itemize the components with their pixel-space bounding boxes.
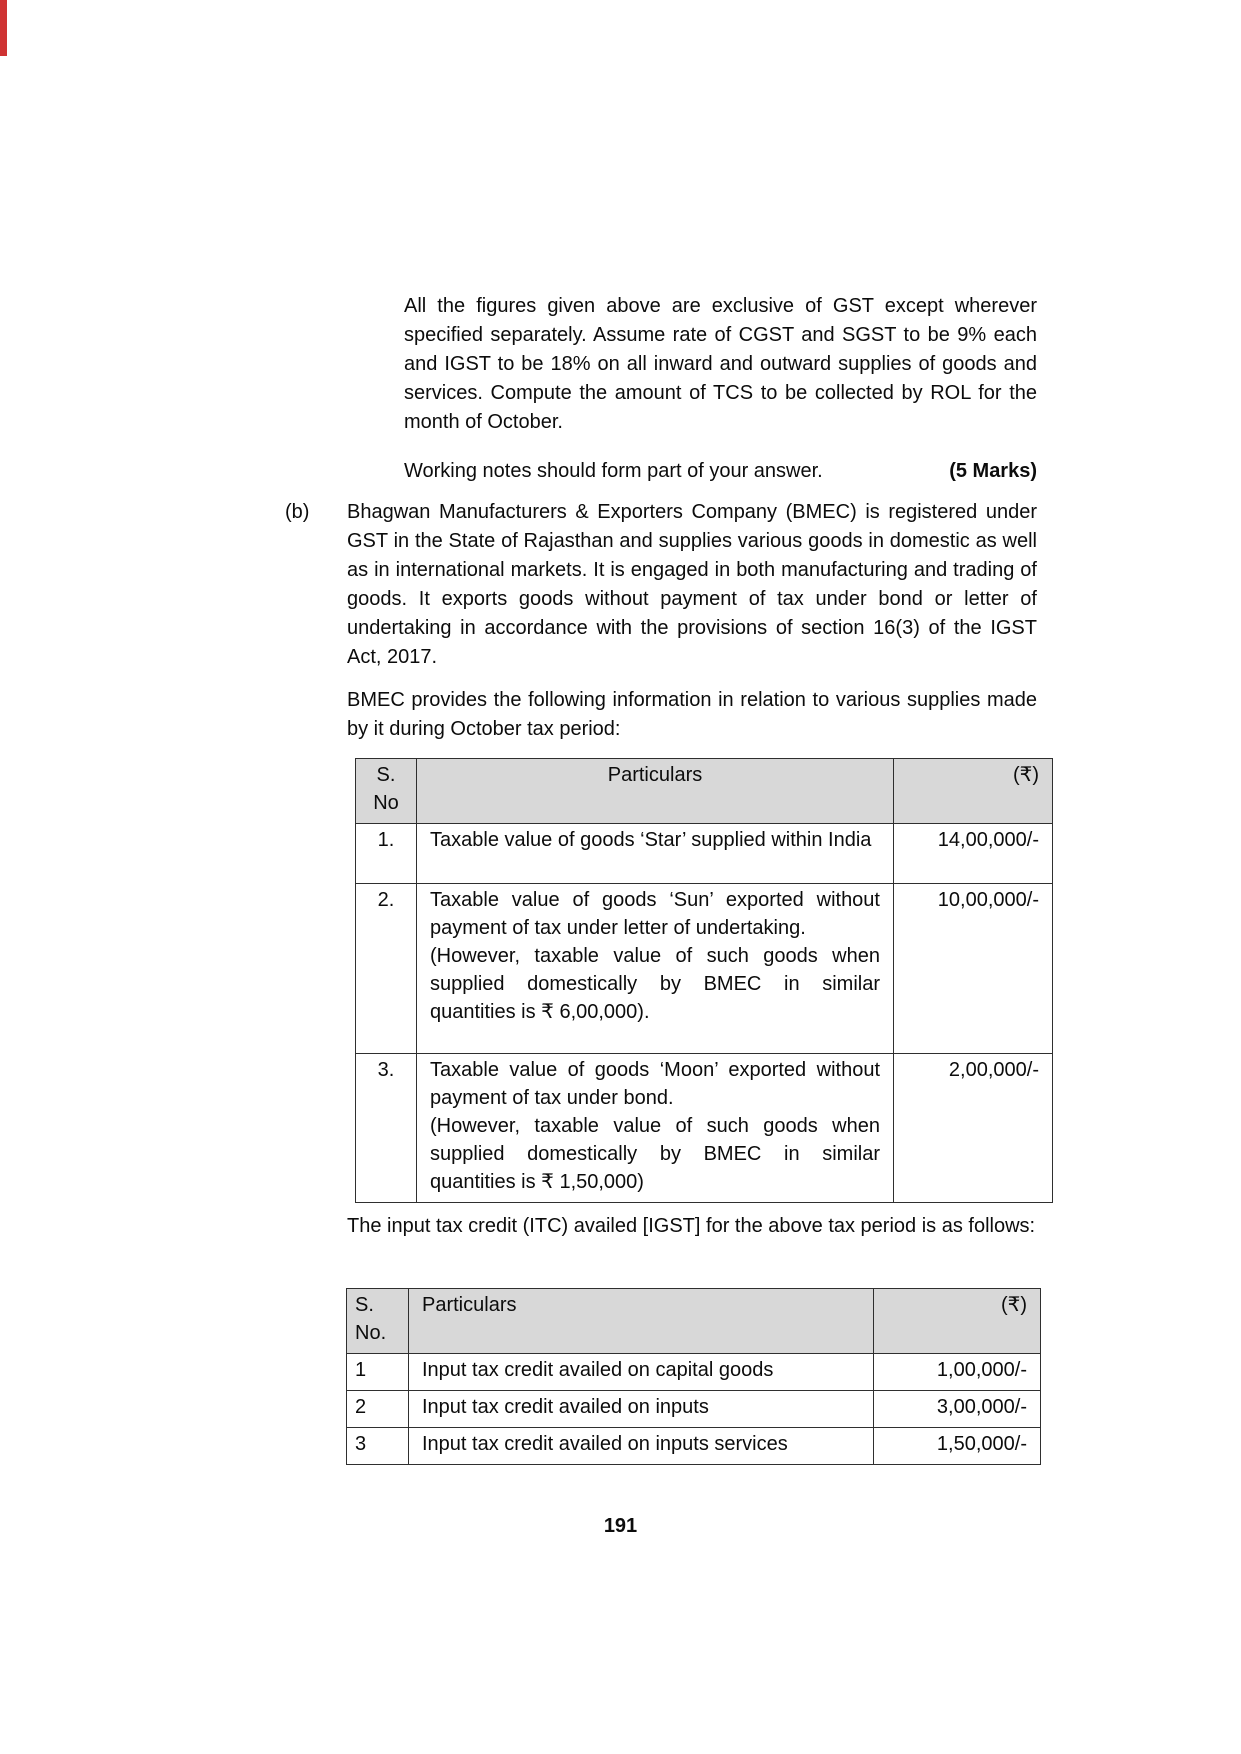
sno-header-line2: No. — [355, 1322, 387, 1344]
question-b-block — [285, 498, 1037, 744]
sno-header-cell — [356, 759, 417, 824]
working-notes-line — [404, 457, 1037, 486]
question-b-supplies-intro: BMEC provides the following information in relation to various supplies made by it during October tax period: — [347, 689, 1037, 740]
amount-header-cell: (₹) — [874, 1289, 1041, 1354]
amount-cell: 14,00,000/- — [894, 824, 1053, 884]
supplies-table-header-row — [356, 759, 1053, 824]
marks-label: (5 Marks) — [949, 460, 1037, 482]
amount-cell: 1,00,000/- — [874, 1354, 1041, 1391]
working-notes-text: Working notes should form part of your answer. — [404, 460, 823, 482]
sno-header-line1: S. — [355, 1294, 374, 1316]
question-b-intro-paragraph: Bhagwan Manufacturers & Exporters Company (BMEC) is registered under GST in the State of Rajasthan and supplies various goods in domestic as well as in international markets. It is engaged in both manufacturing and trading of goods. It exports goods without payment of tax under bond or letter of undertaking in accordance with the provisions of section 16(3) of the IGST Act, 2017. — [347, 501, 1037, 668]
table-row — [347, 1428, 1041, 1465]
particulars-header-cell: Particulars — [417, 759, 894, 824]
question-a-paragraph: All the figures given above are exclusive of GST except wherever specified separately. Assume rate of CGST and SGST to be 9% each and IGST to be 18% on all inward and outward supplies of goods and services. Compute the amount of TCS to be collected by ROL for the month of October. — [404, 295, 1037, 433]
question-b-label: (b) — [285, 501, 310, 523]
sno-cell: 1 — [347, 1354, 409, 1391]
sno-cell: 2. — [356, 884, 417, 1054]
page-number: 191 — [603, 1515, 638, 1537]
itc-table — [346, 1288, 1041, 1465]
sno-cell: 2 — [347, 1391, 409, 1428]
particulars-cell: Input tax credit availed on inputs services — [409, 1428, 874, 1465]
sno-cell: 3 — [347, 1428, 409, 1465]
red-edge-mark — [0, 0, 7, 56]
sno-header-line2: No — [373, 792, 399, 814]
amount-header-cell: (₹) — [894, 759, 1053, 824]
table-row — [356, 1054, 1053, 1203]
sno-cell: 3. — [356, 1054, 417, 1203]
particulars-header-cell: Particulars — [409, 1289, 874, 1354]
amount-cell: 2,00,000/- — [894, 1054, 1053, 1203]
particulars-text: Taxable value of goods ‘Star’ supplied within India — [430, 829, 872, 851]
particulars-cell — [417, 824, 894, 884]
particulars-note: (However, taxable value of such goods when supplied domestically by BMEC in similar quantities is ₹ 6,00,000). — [430, 945, 880, 1023]
supplies-table — [355, 758, 1053, 1203]
particulars-cell: Input tax credit availed on capital goods — [409, 1354, 874, 1391]
sno-cell: 1. — [356, 824, 417, 884]
sno-header-line1: S. — [376, 764, 396, 786]
particulars-cell — [417, 884, 894, 1054]
table-row — [347, 1391, 1041, 1428]
itc-table-header-row — [347, 1289, 1041, 1354]
table-row — [347, 1354, 1041, 1391]
amount-cell: 10,00,000/- — [894, 884, 1053, 1054]
particulars-text: Taxable value of goods ‘Moon’ exported without payment of tax under bond. — [430, 1059, 880, 1109]
amount-cell: 3,00,000/- — [874, 1391, 1041, 1428]
particulars-note: (However, taxable value of such goods when supplied domestically by BMEC in similar quantities is ₹ 1,50,000) — [430, 1115, 880, 1193]
table-row — [356, 824, 1053, 884]
sno-header-cell — [347, 1289, 409, 1354]
question-b-text — [347, 498, 1037, 744]
itc-intro-paragraph: The input tax credit (ITC) availed [IGST] for the above tax period is as follows: — [347, 1215, 1036, 1237]
particulars-text: Taxable value of goods ‘Sun’ exported without payment of tax under letter of undertaking. — [430, 889, 880, 939]
amount-cell: 1,50,000/- — [874, 1428, 1041, 1465]
particulars-cell — [417, 1054, 894, 1203]
particulars-cell: Input tax credit availed on inputs — [409, 1391, 874, 1428]
table-row — [356, 884, 1053, 1054]
